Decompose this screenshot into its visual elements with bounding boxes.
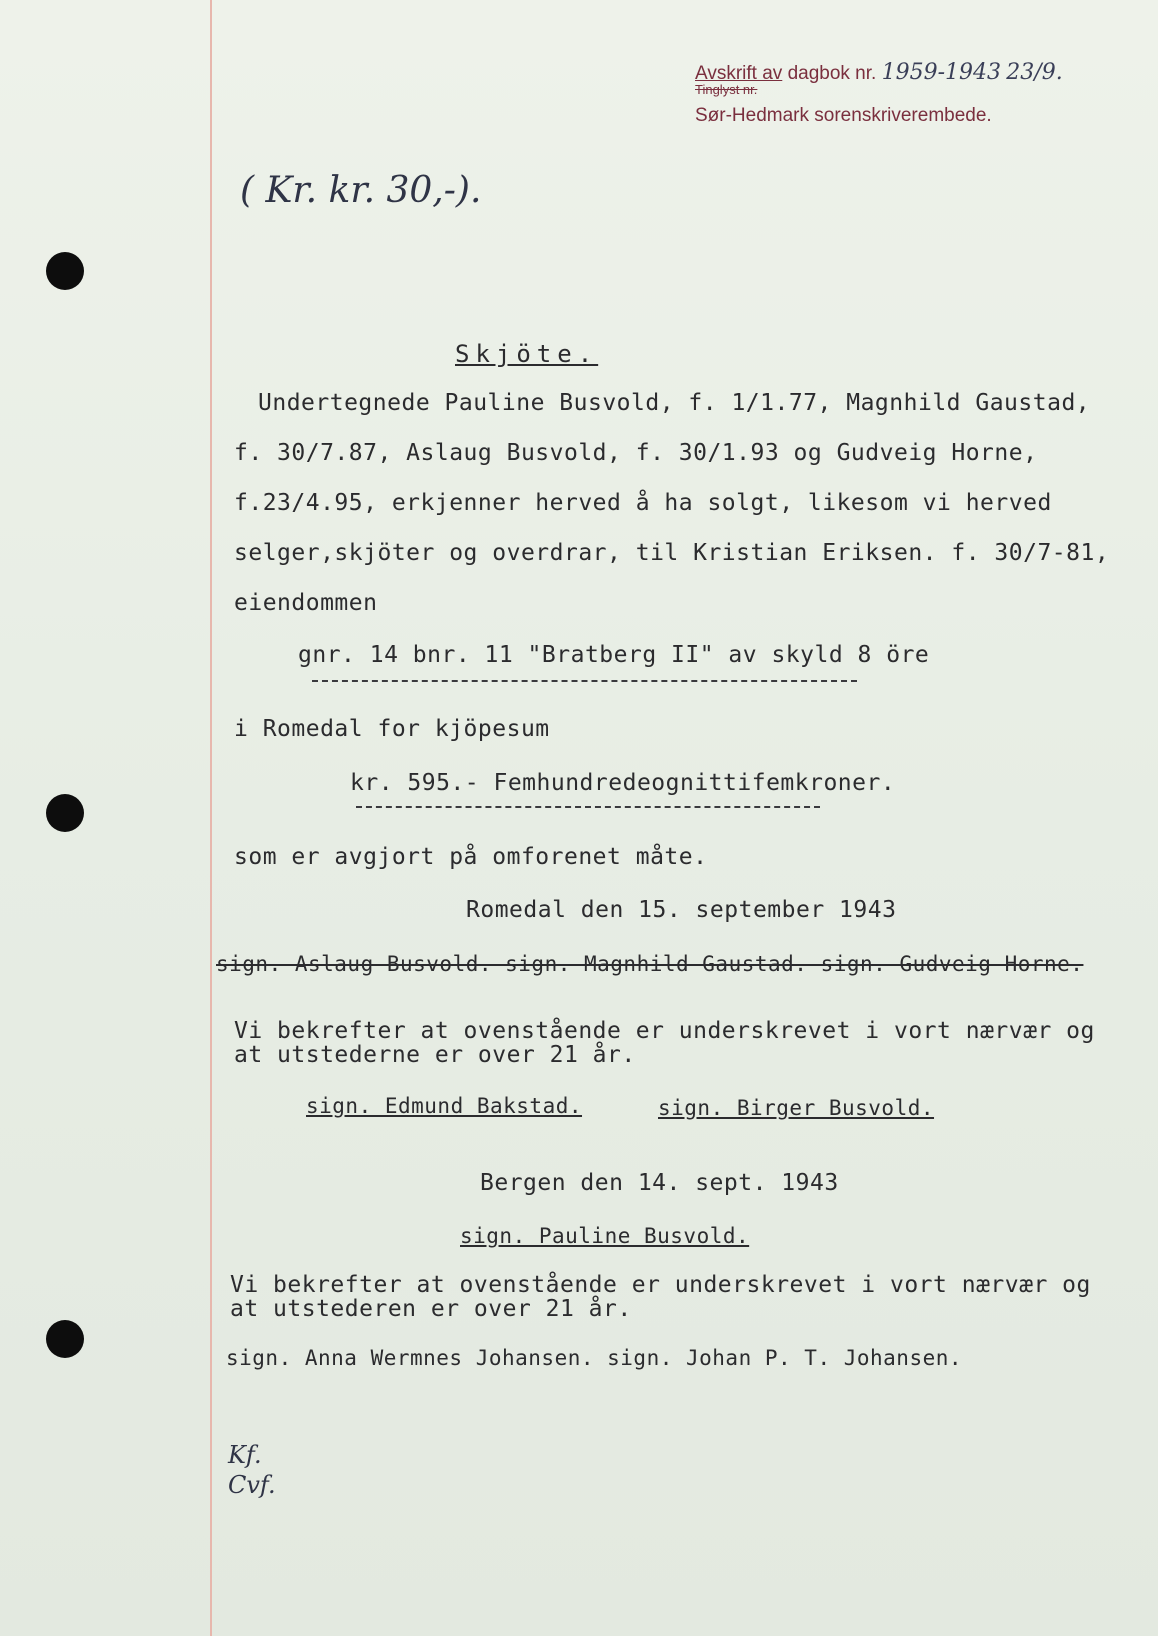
witness-text-1-line: Vi bekrefter at ovenstående er underskrevet i vort nærvær og xyxy=(234,1018,1095,1044)
signature-2: sign. Pauline Busvold. xyxy=(460,1224,750,1248)
location-line: i Romedal for kjöpesum xyxy=(234,716,550,742)
stamp-dagbok-number: 1959-1943 xyxy=(881,60,1002,85)
agreed-line: som er avgjort på omforenet måte. xyxy=(234,844,708,870)
witness-1b: sign. Birger Busvold. xyxy=(658,1096,935,1120)
place-date-2: Bergen den 14. sept. 1943 xyxy=(480,1170,839,1196)
body-line: Undertegnede Pauline Busvold, f. 1/1.77, Magnhild Gaustad, xyxy=(258,390,1091,416)
body-line: f.23/4.95, erkjenner herved å ha solgt, likesom vi herved xyxy=(234,490,1052,516)
price-line: kr. 595.- Femhundredeognittifemkroner. xyxy=(350,770,896,796)
body-line: eiendommen xyxy=(234,590,378,616)
property-underline xyxy=(312,680,857,682)
stamp-struck-text: Tinglyst nr. xyxy=(695,82,758,97)
registry-stamp xyxy=(695,60,1135,127)
punch-hole-middle xyxy=(46,794,84,832)
signatures-1: sign. Aslaug Busvold. sign. Magnhild Gaustad. sign. Gudveig Horne. xyxy=(216,952,1084,976)
stamp-dagbok-label: dagbok nr. xyxy=(787,63,877,84)
price-underline xyxy=(356,806,820,808)
handwritten-fee-note: ( Kr. kr. 30,-). xyxy=(240,170,482,211)
property-line: gnr. 14 bnr. 11 "Bratberg II" av skyld 8 öre xyxy=(298,642,930,668)
place-date-1: Romedal den 15. september 1943 xyxy=(466,897,897,923)
margin-line xyxy=(210,0,212,1636)
body-line: selger,skjöter og overdrar, til Kristian Eriksen. f. 30/7-81, xyxy=(234,540,1110,566)
witnesses-2: sign. Anna Wermnes Johansen. sign. Johan P. T. Johansen. xyxy=(226,1346,963,1370)
witness-1a: sign. Edmund Bakstad. xyxy=(306,1094,583,1118)
handwritten-initials: Kf. Cvf. xyxy=(228,1441,276,1499)
body-line: f. 30/7.87, Aslaug Busvold, f. 30/1.93 og Gudveig Horne, xyxy=(234,440,1038,466)
witness-text-2-line: Vi bekrefter at ovenstående er underskrevet i vort nærvær og xyxy=(230,1272,1091,1298)
witness-text-1-line: at utstederne er over 21 år. xyxy=(234,1042,636,1068)
punch-hole-bottom xyxy=(46,1320,84,1358)
document-title: Skjöte. xyxy=(455,340,599,368)
punch-hole-top xyxy=(46,252,84,290)
stamp-office: Sør-Hedmark sorenskriverembede. xyxy=(695,105,992,126)
stamp-prefix: Avskrift av xyxy=(695,63,783,84)
witness-text-2-line: at utstederen er over 21 år. xyxy=(230,1296,632,1322)
stamp-date: 23/9. xyxy=(1006,60,1063,85)
